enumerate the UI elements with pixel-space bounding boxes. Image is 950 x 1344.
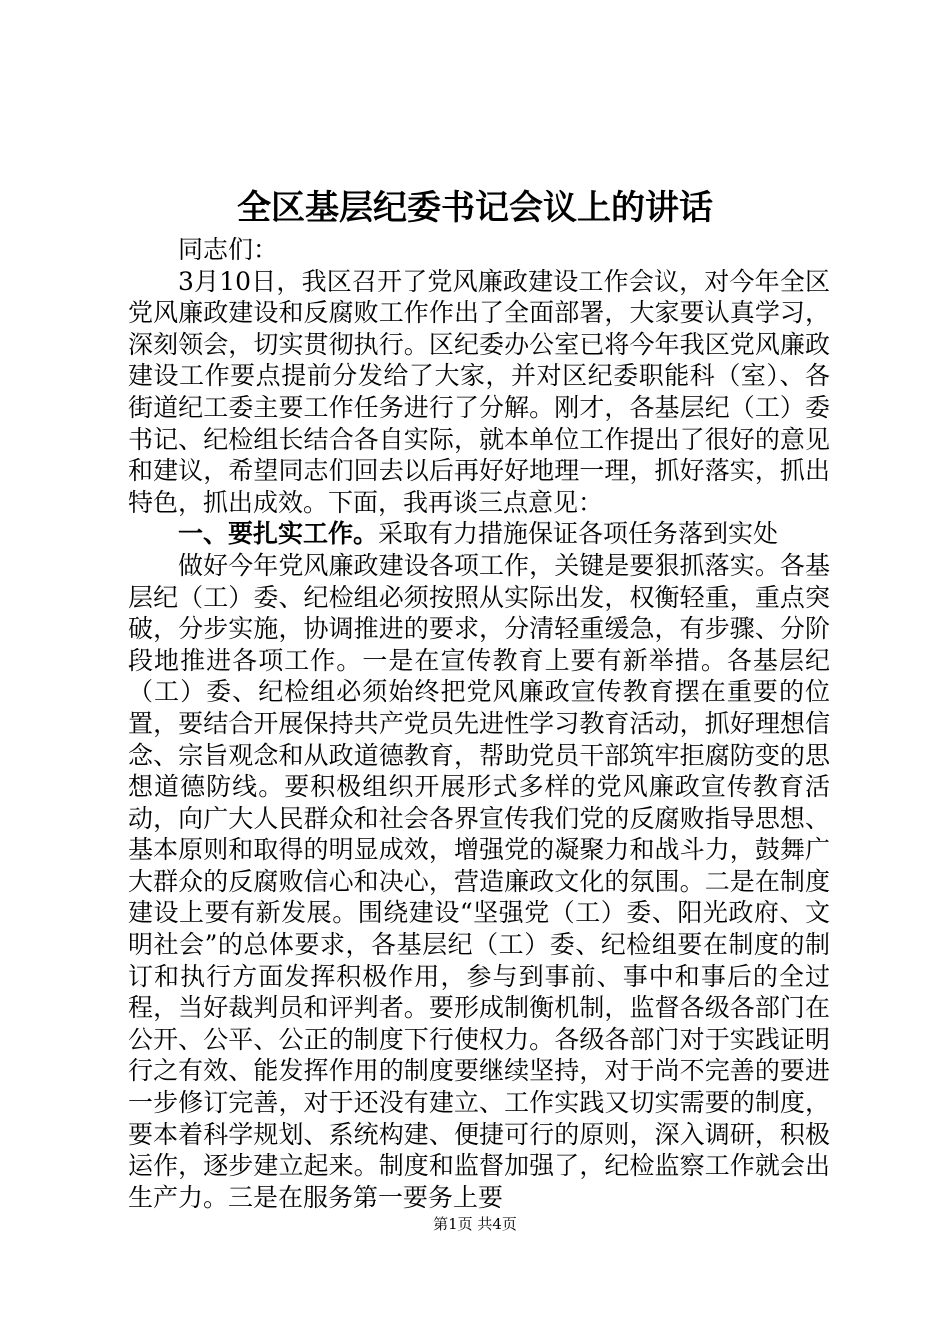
- section-heading-1-bold: 一、要扎实工作。: [178, 519, 379, 549]
- salutation: 同志们：: [178, 235, 279, 264]
- section-heading-1-rest: 采取有力措施保证各项任务落到实处: [378, 519, 779, 549]
- document-title: 全区基层纪委书记会议上的讲话: [237, 188, 713, 228]
- section-heading-1: [128, 518, 830, 550]
- document-body: [128, 234, 830, 1213]
- paragraph-section-1: 做好今年党风廉政建设各项工作，关键是要狠抓落实。各基层纪（工）委、纪检组必须按照从实际出发，权衡轻重，重点突破，分步实施，协调推进的要求，分清轻重缓急，有步骤、分阶段地推进各项工作。一是在宣传教育上要有新举措。各基层纪（工）委、纪检组必须始终把党风廉政宣传教育摆在重要的位置，要结合开展保持共产党员先进性学习教育活动，抓好理想信念、宗旨观念和从政道德教育，帮助党员干部筑牢拒腐防变的思想道德防线。要积极组织开展形式多样的党风廉政宣传教育活动，向广大人民群众和社会各界宣传我们党的反腐败指导思想、基本原则和取得的明显成效，增强党的凝聚力和战斗力，鼓舞广大群众的反腐败信心和决心，营造廉政文化的氛围。二是在制度建设上要有新发展。围绕建设“坚强党（工）委、阳光政府、文明社会”的总体要求，各基层纪（工）委、纪检组要在制度的制订和执行方面发挥积极作用，参与到事前、事中和事后的全过程，当好裁判员和评判者。要形成制衡机制，监督各级各部门在公开、公平、公正的制度下行使权力。各级各部门对于实践证明行之有效、能发挥作用的制度要继续坚持，对于尚不完善的要进一步修订完善，对于还没有建立、工作实践又切实需要的制度，要本着科学规划、系统构建、便捷可行的原则，深入调研，积极运作，逐步建立起来。制度和监督加强了，纪检监察工作就会出生产力。三是在服务第一要务上要: [128, 550, 830, 1212]
- page-footer: 第1页 共4页: [433, 1215, 517, 1233]
- paragraph-intro: 3月10日，我区召开了党风廉政建设工作会议，对今年全区党风廉政建设和反腐败工作作出了全面部署，大家要认真学习，深刻领会，切实贯彻执行。区纪委办公室已将今年我区党风廉政建设工作要点提前分发给了大家，并对区纪委职能科（室）、各街道纪工委主要工作任务进行了分解。刚才，各基层纪（工）委书记、纪检组长结合各自实际，就本单位工作提出了很好的意见和建议，希望同志们回去以后再好好地理一理，抓好落实，抓出特色，抓出成效。下面，我再谈三点意见：: [128, 266, 830, 517]
